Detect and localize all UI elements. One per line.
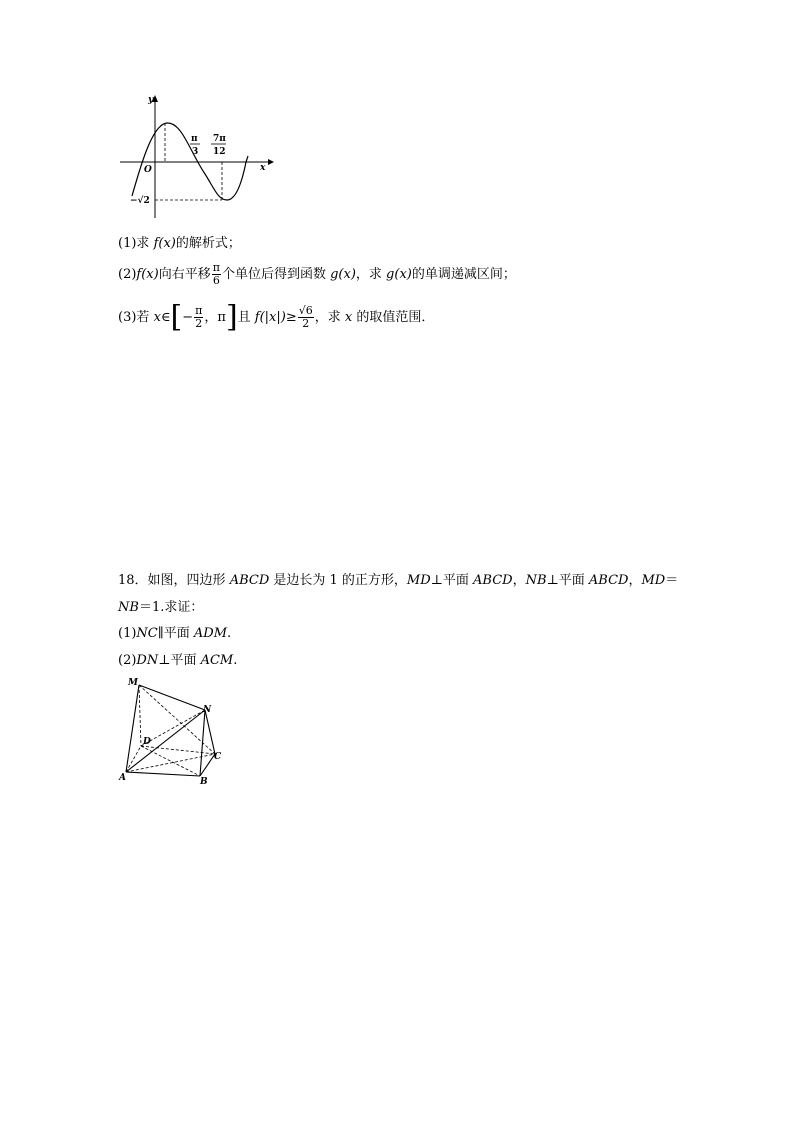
sqrt6-over-2-num: √6: [298, 304, 313, 317]
pi-over-6-fraction: [212, 262, 221, 287]
sqrt6-over-2-fraction: [298, 305, 314, 330]
q17-part1-suffix: 的解析式；: [175, 236, 241, 251]
q18-abcd-2: ABCD: [473, 573, 513, 588]
q18-part2-dn: DN: [136, 653, 159, 668]
edge-bc: [200, 754, 215, 776]
vertex-m-label: M: [128, 678, 138, 688]
q18-part1-mid: ∥平面: [157, 626, 194, 641]
pi-over-2-fraction: [194, 305, 203, 330]
vertex-b-label: B: [200, 777, 208, 787]
q18-intro: 18．如图，四边形: [118, 573, 230, 588]
q17-part3-fabs: f(|x|)≥: [254, 310, 297, 325]
edge-nc: [205, 710, 215, 754]
q17-part3-suffix: 的取值范围．: [352, 310, 435, 325]
q18-part2: [118, 649, 237, 668]
q17-part2-mid3: ，求: [355, 267, 387, 282]
q17-part1: [118, 232, 241, 251]
q18-line1: [118, 569, 678, 588]
edge-dc-dashed: [141, 746, 215, 754]
q17-part2-fx: f(x): [136, 267, 159, 282]
q18-square-text: 是边长为 1 的正方形，: [269, 573, 407, 588]
origin-label: O: [144, 165, 152, 175]
sine-curve: [132, 123, 248, 200]
tick-7pi12-den: 12: [213, 147, 226, 157]
tick-pi3-den: 3: [192, 147, 199, 157]
q17-part3-in: ∈: [160, 310, 171, 325]
q18-md: MD: [406, 573, 431, 588]
q18-perp1: ⊥平面: [430, 573, 474, 588]
q17-part3: [118, 299, 435, 335]
x-axis-arrow: [268, 159, 274, 165]
q18-part1-nc: NC: [136, 626, 158, 641]
q17-part3-mid: 且: [237, 310, 255, 325]
q17-part3-x: x: [153, 310, 161, 325]
q17-part2-prefix: (2): [118, 267, 137, 282]
tick-7pi12-num: 7π: [213, 134, 226, 144]
y-axis-label: y: [148, 95, 154, 105]
sqrt6-over-2-den: 2: [302, 317, 310, 330]
q18-part2-prefix: (2): [118, 653, 137, 668]
q18-nb-2: NB: [118, 600, 139, 615]
edge-an: [126, 710, 205, 772]
x-axis-label: x: [260, 163, 266, 173]
tick-pi3-num: π: [191, 134, 198, 144]
q17-part3-comma-pi: ，π: [204, 310, 226, 325]
q17-part3-x2: x: [344, 310, 353, 325]
pi-over-2-num: π: [195, 304, 203, 317]
left-bracket: [: [170, 299, 183, 335]
q18-part1: [118, 622, 231, 641]
q18-sep: ，: [512, 573, 526, 588]
q17-part3-prefix: (3)若: [118, 310, 154, 325]
q18-eq: ＝: [665, 573, 679, 588]
q18-part2-acm: ACM: [200, 653, 234, 668]
edge-ac-dashed: [126, 754, 215, 772]
q18-part1-adm: ADM: [193, 626, 228, 641]
edge-md-dashed: [139, 685, 141, 746]
vertex-a-label: A: [119, 773, 126, 783]
q18-perp2: ⊥平面: [546, 573, 589, 588]
vertex-c-label: C: [214, 752, 222, 762]
solid-geometry-figure: [112, 672, 242, 790]
q17-part2-mid2: 个单位后得到函数: [221, 267, 331, 282]
vertex-n-label: N: [203, 705, 212, 715]
q18-part2-end: .: [233, 653, 238, 668]
q17-part3-mid2: ，求: [314, 310, 345, 325]
q17-part1-fx: f(x): [153, 236, 176, 251]
edge-ab: [126, 772, 200, 776]
q18-line2: [118, 596, 203, 615]
q17-part2-suffix: 的单调递减区间；: [411, 267, 516, 282]
q17-part2-mid: 向右平移: [158, 267, 211, 282]
pi-over-6-den: 6: [212, 274, 220, 287]
vertex-d-label: D: [143, 737, 151, 747]
q18-sep2: ，: [628, 573, 642, 588]
pi-over-6-num: π: [212, 261, 220, 274]
edge-db-dashed: [141, 746, 200, 776]
q17-part2-gx: g(x): [330, 267, 356, 282]
pi-over-2-den: 2: [195, 317, 203, 330]
q18-part2-mid: ⊥平面: [158, 653, 201, 668]
edge-am: [126, 685, 139, 772]
sine-graph-figure: [110, 88, 280, 223]
q18-part1-prefix: (1): [118, 626, 137, 641]
q17-part1-prefix: (1)求: [118, 236, 154, 251]
q17-part2-gx2: g(x): [386, 267, 412, 282]
q17-part3-neg: −: [182, 310, 194, 325]
right-bracket: ]: [225, 299, 238, 335]
q18-abcd-3: ABCD: [588, 573, 629, 588]
q17-part2: [118, 262, 516, 287]
q18-abcd-1: ABCD: [229, 573, 270, 588]
neg-sqrt2-label: −√2: [130, 196, 150, 206]
q18-part1-end: .: [227, 626, 232, 641]
q18-md-2: MD: [641, 573, 666, 588]
q18-prove: ＝1.求证：: [138, 600, 204, 615]
edge-mn: [139, 685, 205, 710]
q18-nb: NB: [525, 573, 547, 588]
